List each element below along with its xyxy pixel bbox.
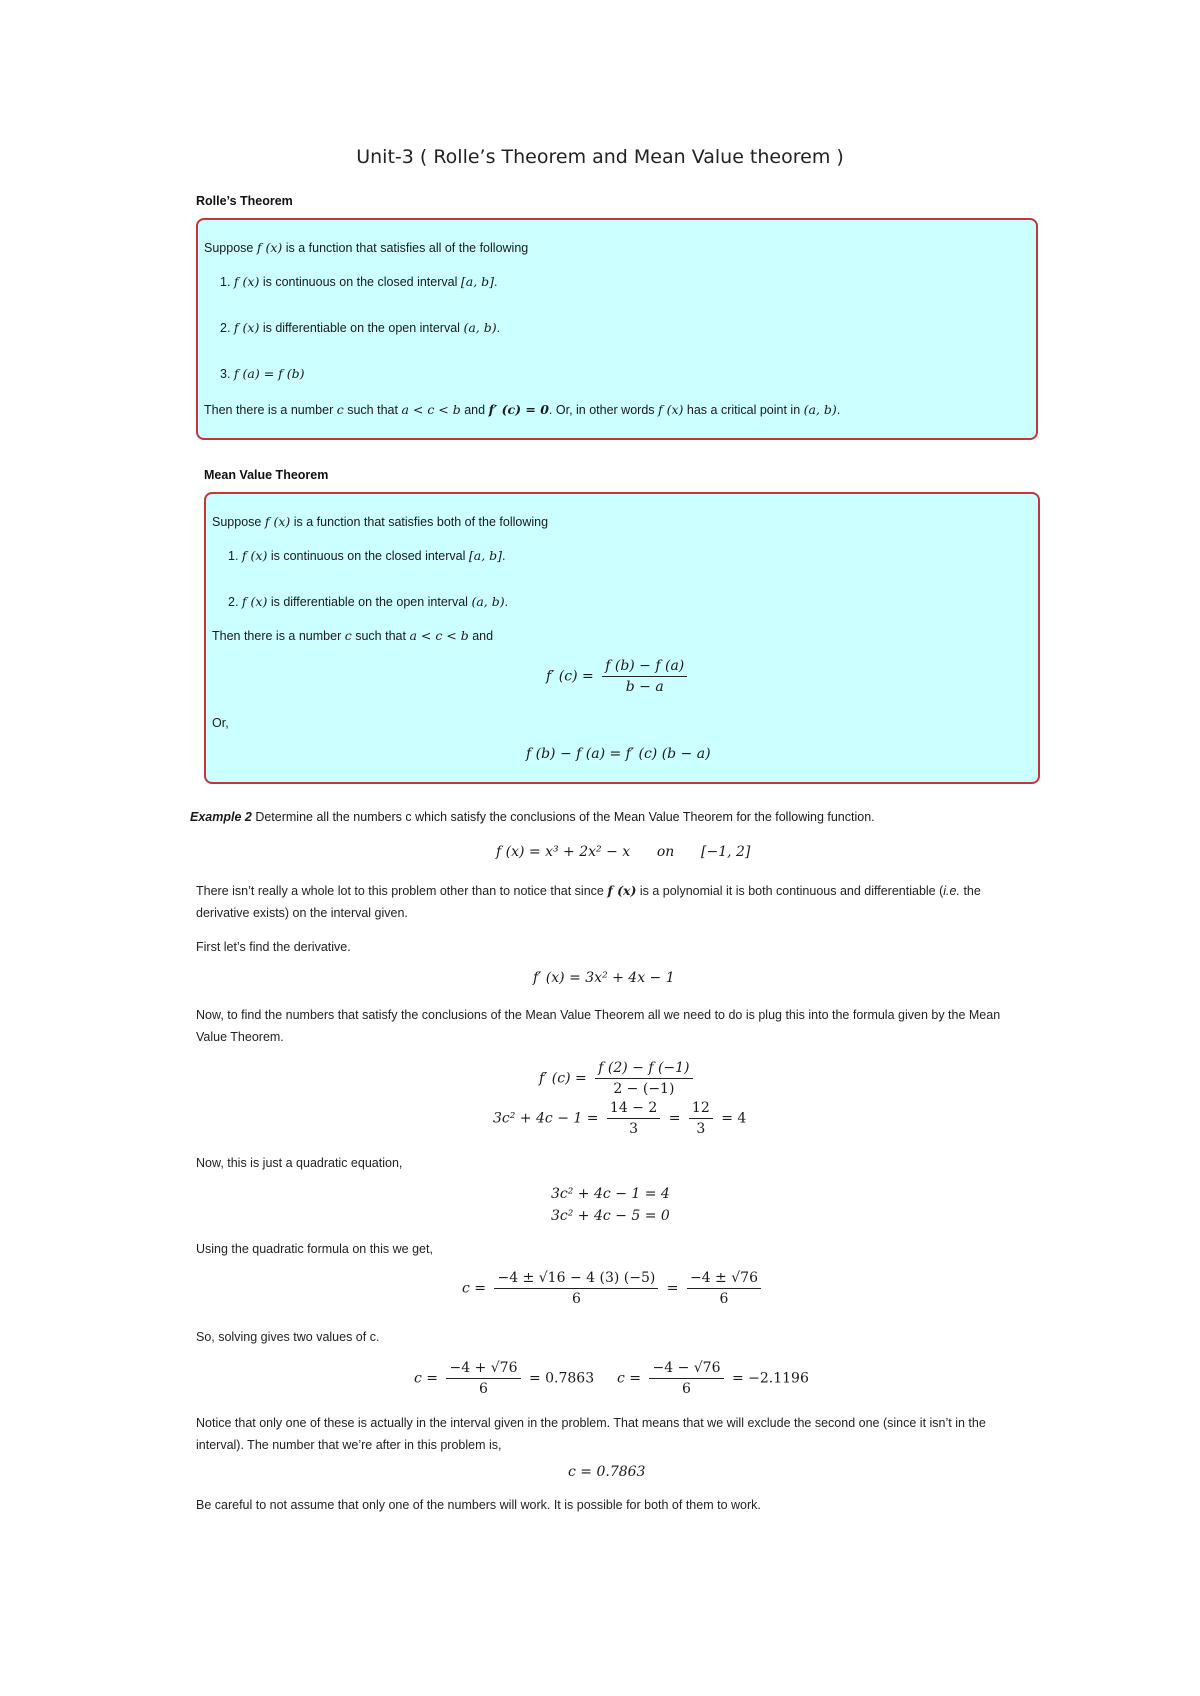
rolle-heading: Rolle’s Theorem: [196, 194, 293, 208]
quadratic-equation-1: 3c² + 4c − 1 = 4: [551, 1186, 670, 1202]
mvt-item-2: 2. f (x) is differentiable on the open interval (a, b).: [228, 594, 509, 609]
derivative-equation: f′ (x) = 3x² + 4x − 1: [533, 970, 675, 986]
mvt-formula-2: f (b) − f (a) = f′ (c) (b − a): [526, 746, 711, 762]
mvt-theorem-box: [204, 492, 1040, 784]
rolle-intro: Suppose f (x) is a function that satisfies all of the following: [204, 240, 529, 255]
mvt-formula: f′ (c) = $\frac{f (b) - f (a)}{b - a}$: [546, 658, 691, 695]
rolle-theorem-box: [196, 218, 1038, 440]
paragraph-8: Be careful to not assume that only one of the numbers will work. It is possible for both of them to work.: [196, 1498, 761, 1512]
paragraph-3: Now, to find the numbers that satisfy the conclusions of the Mean Value Theorem all we need to do is plug this into the formula given by the Mean Value Theorem.: [196, 1008, 1001, 1044]
mvt-intro: Suppose f (x) is a function that satisfies both of the following: [212, 514, 549, 529]
rolle-item-1: 1. f (x) is continuous on the closed interval [a, b].: [220, 274, 498, 289]
mvt-application-row-1: f′ (c) = $\frac{f (2) - f (-1)}{2 - (-1)}$: [539, 1060, 697, 1097]
solution-1: c = $\frac{-4 + √76}{6}$ = 0.7863: [414, 1360, 595, 1397]
paragraph-4: Now, this is just a quadratic equation,: [196, 1156, 403, 1170]
paragraph-7: Notice that only one of these is actually in the interval given in the problem. That means that we will exclude the second one (since it isn’t in the interval). The number that we’re after in this problem is,: [196, 1416, 986, 1452]
example-prompt: Example 2 Determine all the numbers c which satisfy the conclusions of the Mean Value Theorem for the following function.: [190, 810, 875, 824]
example-function: f (x) = x³ + 2x² − x on [−1, 2]: [496, 844, 751, 860]
rolle-item-2: 2. f (x) is differentiable on the open interval (a, b).: [220, 320, 501, 335]
paragraph-2: First let’s find the derivative.: [196, 940, 351, 954]
quadratic-equation-2: 3c² + 4c − 5 = 0: [551, 1208, 670, 1224]
mvt-heading: Mean Value Theorem: [204, 468, 329, 482]
solution-2: c = $\frac{-4 - √76}{6}$ = −2.1196: [617, 1360, 809, 1397]
final-answer: c = 0.7863: [568, 1464, 646, 1480]
quadratic-formula: c = $\frac{-4 \pm √16 - 4 (3) (-5)}{6}$ = $\frac{-4 \pm √76}{6}$: [462, 1270, 765, 1307]
rolle-item-3: 3. f (a) = f (b): [220, 366, 305, 381]
mvt-then: Then there is a number c such that a < c < b and: [212, 628, 494, 643]
mvt-item-1: 1. f (x) is continuous on the closed interval [a, b].: [228, 548, 506, 563]
mvt-or: Or,: [212, 716, 229, 730]
mvt-application-row-2: 3c² + 4c − 1 = $\frac{14 - 2}{3}$ = $\frac{12}{3}$ = 4: [493, 1100, 747, 1137]
rolle-conclusion: Then there is a number c such that a < c < b and f′ (c) = 0. Or, in other words f (x) has a critical point in (a, b).: [204, 402, 841, 417]
page-title: Unit-3 ( Rolle’s Theorem and Mean Value theorem ): [356, 146, 844, 168]
paragraph-1: There isn’t really a whole lot to this problem other than to notice that since f (x) is a polynomial it is both continuous and differentiable (i.e. the derivative exists) on the interval given.: [196, 883, 981, 920]
paragraph-6: So, solving gives two values of c.: [196, 1330, 380, 1344]
paragraph-5: Using the quadratic formula on this we get,: [196, 1242, 433, 1256]
